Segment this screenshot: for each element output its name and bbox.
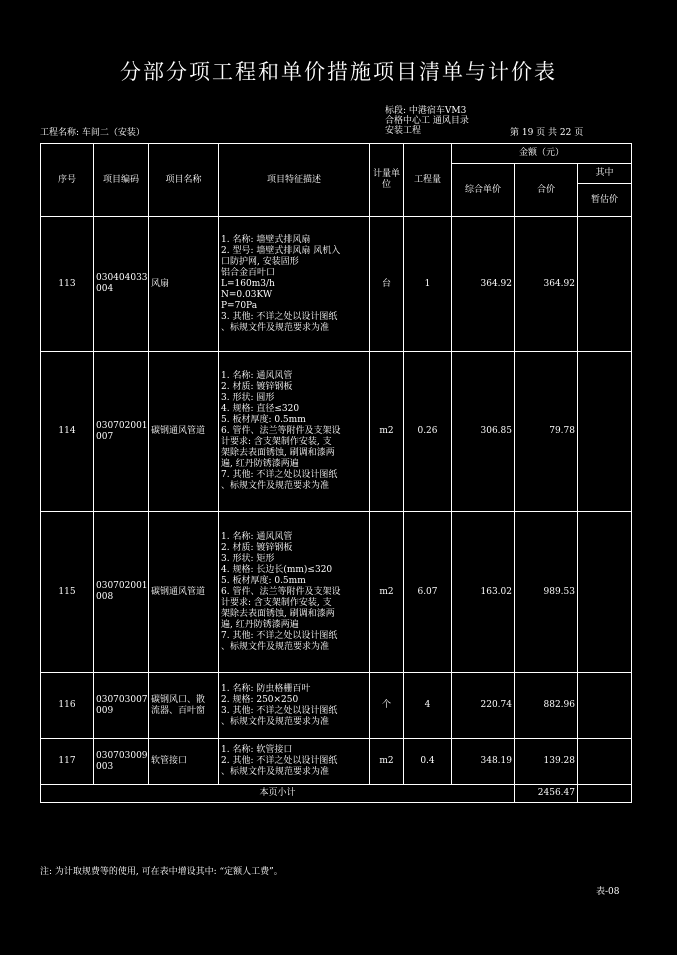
row-feature: 1. 名称: 防虫格栅百叶 2. 规格: 250×250 3. 其他: 不详之处以设计图纸 、标规文件及规范要求为准 [219, 673, 370, 739]
row-qty: 0.26 [404, 352, 452, 512]
header-amount: 金额（元） [452, 144, 632, 164]
page-info: 第 19 页 共 22 页 [510, 128, 584, 138]
row-code: 030404033 004 [94, 217, 149, 352]
row-feature: 1. 名称: 通风风管 2. 材质: 镀锌钢板 3. 形状: 圆形 4. 规格: 直径≤320 5. 板材厚度: 0.5mm 6. 管件、法兰等附件及支架设 计要求: 含支架制作安装, 支 架除去表面锈蚀, 刷调和漆两 遍, 红丹防锈漆两遍 7. 其他: 不详之处以设计图纸 、标规文件及规范要求为准 [219, 352, 370, 512]
row-seq: 115 [41, 512, 94, 673]
table-row [41, 739, 632, 785]
row-name: 碳钢通风管道 [149, 512, 219, 673]
footnote: 注: 为计取规费等的使用, 可在表中增设其中: “定额人工费”。 [40, 867, 283, 877]
table-row [41, 352, 632, 512]
row-total: 79.78 [515, 352, 578, 512]
row-provisional [578, 673, 632, 739]
row-provisional [578, 512, 632, 673]
row-unit-price: 306.85 [452, 352, 515, 512]
pricing-table [40, 143, 632, 803]
row-total: 989.53 [515, 512, 578, 673]
row-seq: 117 [41, 739, 94, 785]
subtotal-label: 本页小计 [41, 785, 515, 803]
header-feature: 项目特征描述 [219, 144, 370, 217]
header-code: 项目编码 [94, 144, 149, 217]
section-line-1: 标段: 中港宿车VM3 [385, 106, 467, 116]
row-provisional [578, 217, 632, 352]
row-unit: 个 [370, 673, 404, 739]
row-feature: 1. 名称: 墙壁式排风扇 2. 型号: 墙壁式排风扇 风机入 口防护网, 安装固形 铝合金百叶口 L=160m3/h N=0.03KW P=70Pa 3. 其他: 不详之处以设计图纸 、标规文件及规范要求为准 [219, 217, 370, 352]
page-title: 分部分项工程和单价措施项目清单与计价表 [120, 60, 557, 84]
row-code: 030702001 008 [94, 512, 149, 673]
row-unit: m2 [370, 739, 404, 785]
subtotal-row [41, 785, 632, 803]
row-unit-price: 364.92 [452, 217, 515, 352]
header-unit-price: 综合单价 [452, 164, 515, 217]
row-provisional [578, 739, 632, 785]
row-qty: 4 [404, 673, 452, 739]
row-name: 碳钢风口、散 流器、百叶窗 [149, 673, 219, 739]
row-seq: 114 [41, 352, 94, 512]
row-unit-price: 220.74 [452, 673, 515, 739]
row-qty: 6.07 [404, 512, 452, 673]
row-qty: 1 [404, 217, 452, 352]
header-seq: 序号 [41, 144, 94, 217]
form-number: 表-08 [596, 887, 620, 897]
header-name: 项目名称 [149, 144, 219, 217]
row-code: 030702001 007 [94, 352, 149, 512]
row-unit: m2 [370, 512, 404, 673]
row-code: 030703007 009 [94, 673, 149, 739]
row-name: 碳钢通风管道 [149, 352, 219, 512]
section-info [385, 106, 469, 136]
row-total: 882.96 [515, 673, 578, 739]
header-total: 合价 [515, 164, 578, 217]
header-qty: 工程量 [404, 144, 452, 217]
row-unit-price: 163.02 [452, 512, 515, 673]
project-name: 工程名称: 车间二（安装） [40, 128, 145, 138]
row-code: 030703009 003 [94, 739, 149, 785]
row-provisional [578, 352, 632, 512]
table-row [41, 217, 632, 352]
row-total: 139.28 [515, 739, 578, 785]
row-name: 风扇 [149, 217, 219, 352]
section-line-2: 合格中心工 通风目录 [385, 116, 469, 126]
row-feature: 1. 名称: 通风风管 2. 材质: 镀锌钢板 3. 形状: 矩形 4. 规格: 长边长(mm)≤320 5. 板材厚度: 0.5mm 6. 管件、法兰等附件及支架设 计要求: 含支架制作安装, 支 架除去表面锈蚀, 刷调和漆两 遍, 红丹防锈漆两遍 7. 其他: 不详之处以设计图纸 、标规文件及规范要求为准 [219, 512, 370, 673]
row-unit: 台 [370, 217, 404, 352]
subtotal-value: 2456.47 [515, 785, 578, 803]
row-name: 软管接口 [149, 739, 219, 785]
row-total: 364.92 [515, 217, 578, 352]
header-of-which: 其中 [578, 164, 632, 184]
row-seq: 113 [41, 217, 94, 352]
subtotal-provisional [578, 785, 632, 803]
header-provisional: 暂估价 [578, 184, 632, 217]
section-line-3: 安装工程 [385, 126, 422, 136]
table-row [41, 673, 632, 739]
header-unit: 计量单位 [370, 144, 404, 217]
row-unit-price: 348.19 [452, 739, 515, 785]
row-qty: 0.4 [404, 739, 452, 785]
row-unit: m2 [370, 352, 404, 512]
row-feature: 1. 名称: 软管接口 2. 其他: 不详之处以设计图纸 、标规文件及规范要求为准 [219, 739, 370, 785]
row-seq: 116 [41, 673, 94, 739]
table-row [41, 512, 632, 673]
